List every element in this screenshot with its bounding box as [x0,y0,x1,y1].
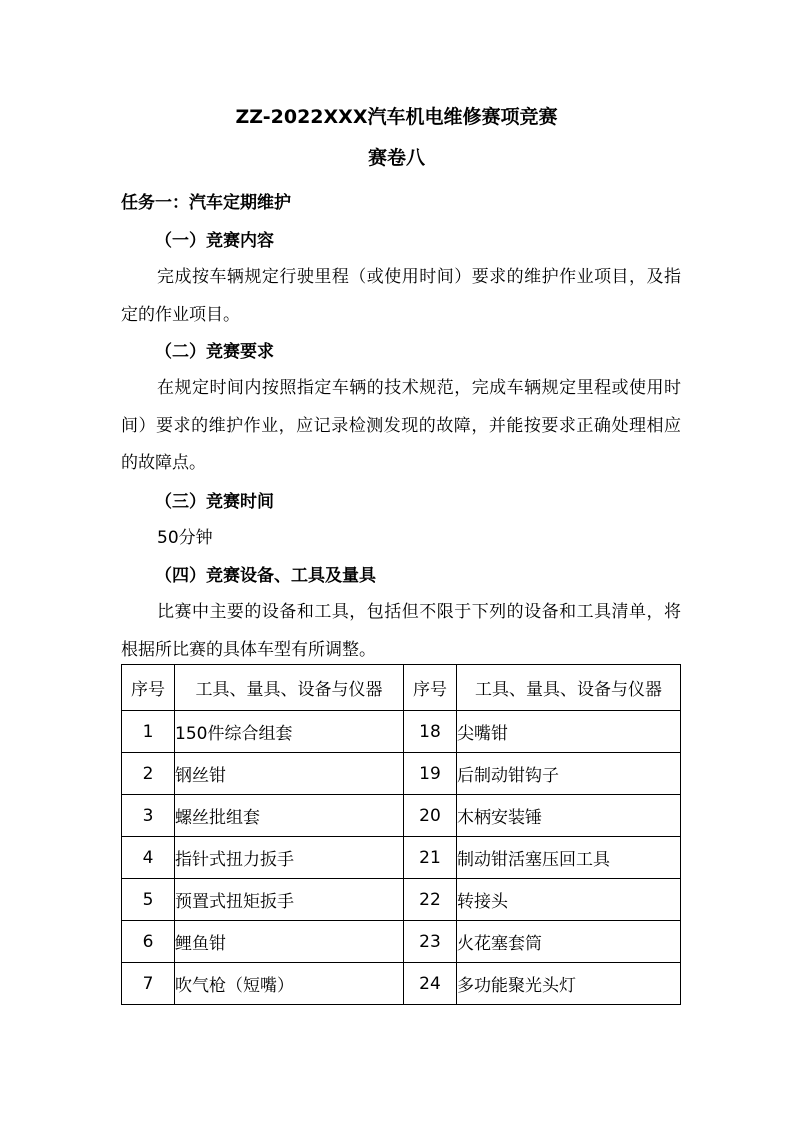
cell-tool: 制动钳活塞压回工具 [457,837,681,879]
cell-number: 4 [122,837,175,879]
cell-tool: 木柄安装锤 [457,795,681,837]
header-number-right: 序号 [404,665,457,711]
cell-number: 2 [122,753,175,795]
section-heading-requirements: （二）竞赛要求 [155,342,274,362]
table-row [122,753,681,795]
header-number-left: 序号 [122,665,175,711]
cell-number: 20 [404,795,457,837]
cell-tool: 150件综合组套 [175,711,404,753]
table-row [122,837,681,879]
cell-number: 7 [122,963,175,1005]
table-row [122,921,681,963]
cell-number: 19 [404,753,457,795]
cell-number: 6 [122,921,175,963]
cell-number: 22 [404,879,457,921]
cell-number: 21 [404,837,457,879]
header-tool-right: 工具、量具、设备与仪器 [457,665,681,711]
cell-tool: 转接头 [457,879,681,921]
section-heading-time: （三）竞赛时间 [155,492,274,512]
section-text-time: 50分钟 [157,528,213,548]
cell-number: 23 [404,921,457,963]
header-tool-left: 工具、量具、设备与仪器 [175,665,404,711]
cell-number: 24 [404,963,457,1005]
document-title: ZZ-2022XXX汽车机电维修赛项竞赛 [235,106,558,128]
cell-number: 1 [122,711,175,753]
cell-tool: 螺丝批组套 [175,795,404,837]
cell-tool: 指针式扭力扳手 [175,837,404,879]
table-header-row [122,665,681,711]
cell-number: 18 [404,711,457,753]
table-row [122,711,681,753]
table-row [122,879,681,921]
cell-tool: 预置式扭矩扳手 [175,879,404,921]
section-heading-content: （一）竞赛内容 [155,231,274,251]
section-text-requirements: 在规定时间内按照指定车辆的技术规范，完成车辆规定里程或使用时间）要求的维护作业，应记录检测发现的故障，并能按要求正确处理相应的故障点。 [121,378,681,473]
cell-tool: 多功能聚光头灯 [457,963,681,1005]
cell-tool: 后制动钳钩子 [457,753,681,795]
cell-tool: 吹气枪（短嘴） [175,963,404,1005]
section-text-equipment: 比赛中主要的设备和工具，包括但不限于下列的设备和工具清单，将根据所比赛的具体车型有所调整。 [121,602,681,660]
task-heading: 任务一：汽车定期维护 [121,193,291,213]
cell-tool: 鲤鱼钳 [175,921,404,963]
cell-tool: 钢丝钳 [175,753,404,795]
tools-table [121,664,681,1005]
section-text-content: 完成按车辆规定行驶里程（或使用时间）要求的维护作业项目，及指定的作业项目。 [121,267,681,325]
cell-tool: 尖嘴钳 [457,711,681,753]
table-row [122,795,681,837]
document-subtitle: 赛卷八 [367,147,425,169]
cell-number: 5 [122,879,175,921]
section-heading-equipment: （四）竞赛设备、工具及量具 [155,566,376,586]
cell-tool: 火花塞套筒 [457,921,681,963]
table-row [122,963,681,1005]
cell-number: 3 [122,795,175,837]
